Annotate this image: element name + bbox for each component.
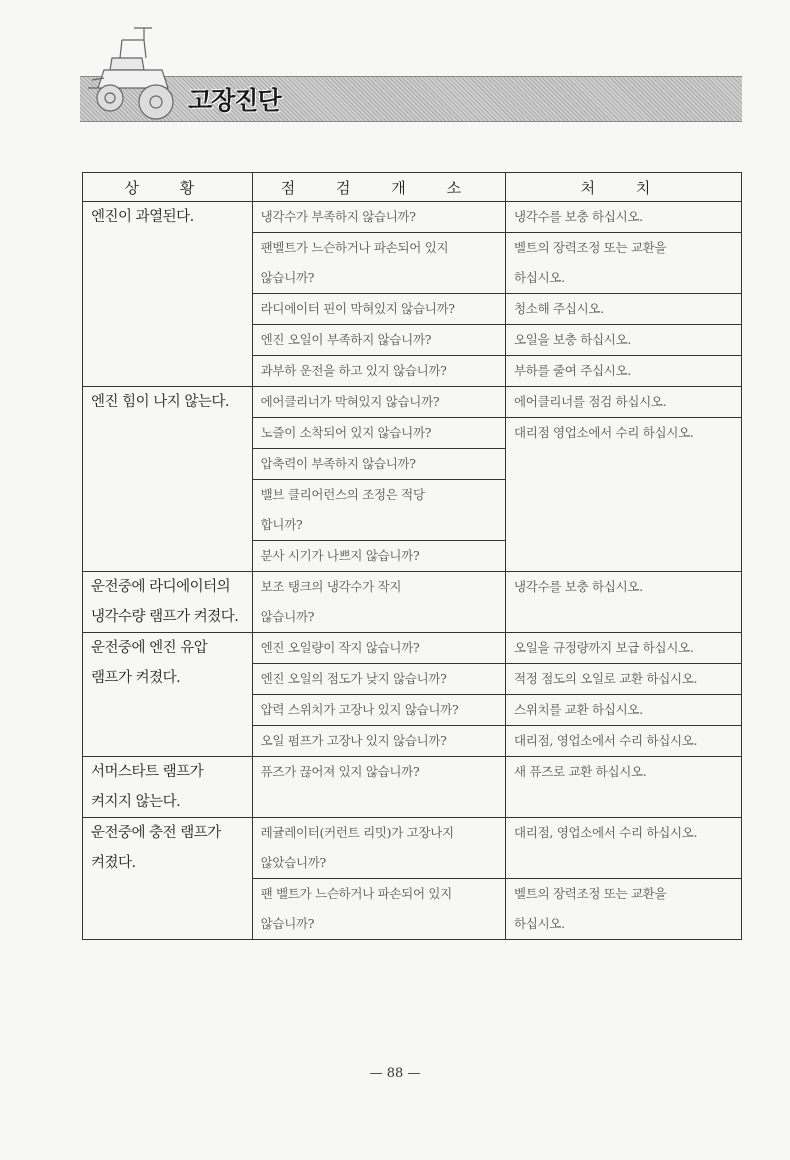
action-line: 하십시오. (514, 270, 565, 285)
check-cell: 냉각수가 부족하지 않습니까? (252, 202, 505, 233)
table-row (83, 633, 742, 664)
situation-line: 켜졌다. (91, 855, 136, 871)
check-line: 합니까? (260, 517, 303, 532)
check-line: 않았습니까? (260, 855, 326, 870)
situation-line: 켜지지 않는다. (91, 794, 181, 810)
table-header-row (83, 173, 742, 202)
situation-cell (83, 757, 253, 818)
action-cell: 에어클리너를 점검 하십시오. (506, 387, 742, 418)
check-line: 팬 벨트가 느슨하거나 파손되어 있지 (260, 886, 452, 901)
check-line: 팬벨트가 느슨하거나 파손되어 있지 (260, 240, 449, 255)
situation-cell (83, 387, 253, 572)
action-cell: 냉각수를 보충 하십시오. (506, 202, 742, 233)
action-cell: 스위치를 교환 하십시오. (506, 695, 742, 726)
check-cell: 분사 시기가 나쁘지 않습니까? (252, 541, 505, 572)
header-situation: 상 황 (83, 173, 253, 202)
action-cell: 새 퓨즈로 교환 하십시오. (506, 757, 742, 818)
situation-text: 엔진이 과열된다. (91, 209, 194, 225)
check-cell: 오일 펌프가 고장나 있지 않습니까? (252, 726, 505, 757)
situation-cell (83, 202, 253, 387)
action-cell: 적정 점도의 오일로 교환 하십시오. (506, 664, 742, 695)
action-cell: 오일을 보충 하십시오. (506, 325, 742, 356)
check-cell: 엔진 오일량이 작지 않습니까? (252, 633, 505, 664)
situation-line: 서머스타트 램프가 (91, 764, 204, 780)
check-line: 않습니까? (260, 270, 315, 285)
situation-line: 램프가 켜졌다. (91, 670, 181, 686)
action-cell: 오일을 규정량까지 보급 하십시오. (506, 633, 742, 664)
check-line: 밸브 클리어런스의 조정은 적당 (260, 487, 425, 502)
table-row (83, 757, 742, 818)
action-cell (506, 879, 742, 940)
table-row (83, 818, 742, 879)
troubleshooting-table (82, 172, 742, 940)
situation-cell (83, 633, 253, 757)
check-cell: 엔진 오일이 부족하지 않습니까? (252, 325, 505, 356)
action-line: 벨트의 장력조정 또는 교환을 (514, 240, 667, 255)
check-cell: 엔진 오일의 점도가 낮지 않습니까? (252, 664, 505, 695)
page-number: — 88 — (369, 1066, 421, 1081)
situation-line: 냉각수량 램프가 켜졌다. (91, 609, 239, 625)
header-check: 점 검 개 소 (252, 173, 505, 202)
action-cell: 대리점 영업소에서 수리 하십시오. (506, 418, 742, 572)
situation-cell (83, 572, 253, 633)
check-line: 않습니까? (260, 609, 315, 624)
check-cell (252, 879, 505, 940)
action-line: 벨트의 장력조정 또는 교환을 (514, 886, 667, 901)
check-cell: 노즐이 소착되어 있지 않습니까? (252, 418, 505, 449)
check-cell: 압축력이 부족하지 않습니까? (252, 449, 505, 480)
action-line: 하십시오. (514, 916, 565, 931)
check-line: 않습니까? (260, 916, 315, 931)
action-cell: 냉각수를 보충 하십시오. (506, 572, 742, 633)
action-cell (506, 233, 742, 294)
check-cell (252, 572, 505, 633)
check-cell: 에어클리너가 막혀있지 않습니까? (252, 387, 505, 418)
check-cell: 압력 스위치가 고장나 있지 않습니까? (252, 695, 505, 726)
page-title: 고장진단 (188, 86, 281, 115)
check-cell (252, 818, 505, 879)
header-banner (80, 76, 742, 122)
action-cell: 청소해 주십시오. (506, 294, 742, 325)
situation-cell (83, 818, 253, 940)
check-cell: 라디에이터 핀이 막혀있지 않습니까? (252, 294, 505, 325)
situation-text: 엔진 힘이 나지 않는다. (91, 394, 229, 410)
table-row (83, 387, 742, 418)
check-line: 보조 탱크의 냉각수가 작지 (260, 579, 402, 594)
check-cell: 과부하 운전을 하고 있지 않습니까? (252, 356, 505, 387)
situation-line: 운전중에 엔진 유압 (91, 640, 208, 656)
action-cell: 대리점, 영업소에서 수리 하십시오. (506, 726, 742, 757)
table-row (83, 202, 742, 233)
check-cell: 퓨즈가 끊어져 있지 않습니까? (252, 757, 505, 818)
check-line: 레귤레이터(커런트 리밋)가 고장나지 (260, 825, 454, 840)
tractor-icon (82, 18, 178, 122)
check-cell (252, 233, 505, 294)
situation-line: 운전중에 충전 램프가 (91, 825, 221, 841)
situation-line: 운전중에 라디에이터의 (91, 579, 231, 595)
table-row (83, 572, 742, 633)
header-action: 처 치 (506, 173, 742, 202)
check-cell (252, 480, 505, 541)
action-cell: 부하를 줄여 주십시오. (506, 356, 742, 387)
action-cell: 대리점, 영업소에서 수리 하십시오. (506, 818, 742, 879)
